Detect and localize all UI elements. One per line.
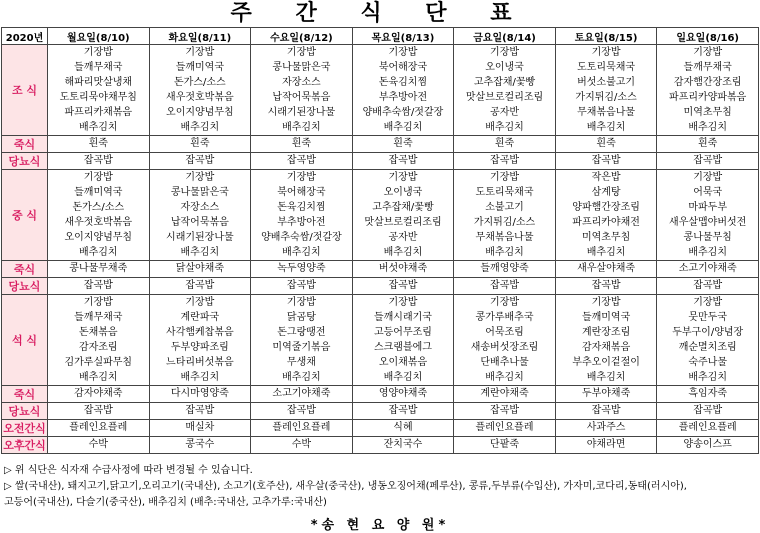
menu-cell xyxy=(149,386,251,403)
meal-row xyxy=(2,153,759,170)
menu-cell xyxy=(251,403,353,420)
menu-item: 새송버섯장조림 xyxy=(470,342,539,353)
menu-item: 기장밥 xyxy=(591,47,621,58)
menu-item: 매실차 xyxy=(185,422,215,433)
menu-item: 소고기야채죽 xyxy=(678,263,737,274)
note-line: 고등어(국내산), 다슬기(중국산), 배추김치 (배추:국내산, 고추가루:국내산) xyxy=(4,497,327,508)
menu-item: 흰죽 xyxy=(596,138,616,149)
menu-item: 플레인요플레 xyxy=(475,422,534,433)
menu-cell xyxy=(657,170,759,261)
menu-item: 잡곡밥 xyxy=(388,280,418,291)
menu-item: 잡곡밥 xyxy=(286,155,316,166)
meal-label: 당뇨식 xyxy=(2,403,48,420)
meal-row xyxy=(2,261,759,278)
menu-item: 흰죽 xyxy=(190,138,210,149)
menu-item: 배추김치 xyxy=(688,122,727,133)
menu-cell xyxy=(454,278,556,295)
menu-item: 닭살야채죽 xyxy=(175,263,224,274)
menu-item: 기장밥 xyxy=(388,297,418,308)
menu-item: 단배추나물 xyxy=(480,357,529,368)
menu-item: 돈가스/소스 xyxy=(174,77,226,88)
menu-cell xyxy=(251,386,353,403)
menu-item: 양배추숙쌈/젓갈장 xyxy=(261,232,342,243)
day-header: 수요일(8/12) xyxy=(251,28,353,45)
menu-cell xyxy=(149,153,251,170)
menu-cell xyxy=(454,403,556,420)
meal-row xyxy=(2,403,759,420)
menu-item: 북어해장국 xyxy=(378,62,428,73)
menu-item: 공자반 xyxy=(388,232,418,243)
menu-cell xyxy=(149,45,251,136)
menu-item: 배추김치 xyxy=(383,122,423,133)
menu-item: 흰죽 xyxy=(494,138,515,149)
weekly-menu-table xyxy=(1,27,759,454)
day-header: 목요일(8/13) xyxy=(352,28,454,45)
menu-cell xyxy=(555,386,657,403)
menu-cell xyxy=(149,136,251,153)
meal-label: 오전간식 xyxy=(2,420,48,437)
menu-item: 흰죽 xyxy=(88,138,108,149)
menu-cell xyxy=(657,153,759,170)
menu-item: 두부구이/양념장 xyxy=(672,327,744,338)
menu-cell xyxy=(454,153,556,170)
menu-item: 배추김치 xyxy=(180,247,220,258)
menu-cell xyxy=(555,420,657,437)
menu-cell xyxy=(352,261,454,278)
menu-item: 잡곡밥 xyxy=(388,155,418,166)
menu-cell xyxy=(149,403,251,420)
menu-item: 배추김치 xyxy=(586,247,626,258)
menu-item: 들깨미역국 xyxy=(175,62,224,73)
menu-item: 기장밥 xyxy=(185,172,215,183)
menu-item: 느타리버섯볶음 xyxy=(166,357,234,368)
menu-cell xyxy=(251,261,353,278)
menu-item: 미역초무침 xyxy=(581,232,631,243)
meal-row xyxy=(2,278,759,295)
menu-item: 배추김치 xyxy=(180,372,220,383)
menu-item: 배추김치 xyxy=(282,372,321,383)
menu-item: 기장밥 xyxy=(286,172,316,183)
menu-item: 깨순멸치조림 xyxy=(678,342,737,353)
menu-item: 부추오이겉절이 xyxy=(572,357,640,368)
menu-item: 흰죽 xyxy=(698,138,718,149)
menu-cell xyxy=(657,403,759,420)
menu-item: 오이냉국 xyxy=(485,62,524,73)
menu-item: 수박 xyxy=(88,439,108,450)
menu-item: 두부야채죽 xyxy=(581,388,631,399)
menu-item: 계란장조림 xyxy=(581,327,631,338)
menu-item: 다시마영양죽 xyxy=(170,388,229,399)
menu-cell xyxy=(352,295,454,386)
menu-cell xyxy=(251,437,353,454)
menu-item: 배추김치 xyxy=(688,372,727,383)
menu-item: 김가루실파무침 xyxy=(64,357,133,368)
menu-cell xyxy=(352,437,454,454)
menu-item: 배추김치 xyxy=(78,122,118,133)
menu-cell xyxy=(352,136,454,153)
menu-item: 어묵조림 xyxy=(485,327,524,338)
menu-item: 돈채볶음 xyxy=(78,327,118,338)
menu-cell xyxy=(48,136,150,153)
menu-cell xyxy=(48,45,150,136)
menu-item: 기장밥 xyxy=(693,172,723,183)
meal-row xyxy=(2,437,759,454)
menu-item: 들깨무채국 xyxy=(74,312,123,323)
menu-item: 납작어묵볶음 xyxy=(170,217,229,228)
menu-item: 기장밥 xyxy=(185,297,215,308)
menu-item: 무생채 xyxy=(286,357,316,368)
menu-cell xyxy=(352,153,454,170)
menu-item: 잡곡밥 xyxy=(286,280,316,291)
menu-item: 미역줄기볶음 xyxy=(272,342,331,353)
menu-item: 잡곡밥 xyxy=(490,405,520,416)
menu-item: 수박 xyxy=(291,439,312,450)
menu-cell xyxy=(657,45,759,136)
menu-item: 잡곡밥 xyxy=(83,280,113,291)
menu-item: 파프리카채볶음 xyxy=(64,107,133,118)
menu-cell xyxy=(48,295,150,386)
menu-item: 배추김치 xyxy=(78,247,118,258)
menu-item: 무채볶음나물 xyxy=(475,232,534,243)
meal-label: 석 식 xyxy=(2,295,48,386)
menu-item: 잡곡밥 xyxy=(693,155,723,166)
menu-cell xyxy=(251,45,353,136)
menu-item: 기장밥 xyxy=(83,297,113,308)
menu-item: 북어해장국 xyxy=(277,187,326,198)
menu-item: 흰죽 xyxy=(291,138,312,149)
menu-item: 새우젓호박볶음 xyxy=(166,92,234,103)
menu-item: 맛살브로컬리조림 xyxy=(364,217,442,228)
menu-item: 맛살브로컬리조림 xyxy=(465,92,544,103)
menu-item: 잡곡밥 xyxy=(185,405,215,416)
menu-item: 감자채볶음 xyxy=(581,342,631,353)
menu-item: 콩나물무채죽 xyxy=(69,263,128,274)
menu-item: 기장밥 xyxy=(83,172,113,183)
menu-item: 배추김치 xyxy=(383,247,423,258)
menu-cell xyxy=(555,403,657,420)
day-header: 토요일(8/15) xyxy=(555,28,657,45)
menu-item: 콩나물맑은국 xyxy=(272,62,331,73)
menu-cell xyxy=(454,261,556,278)
menu-item: 기장밥 xyxy=(490,297,520,308)
meal-row xyxy=(2,45,759,136)
menu-item: 버섯소불고기 xyxy=(577,77,636,88)
menu-cell xyxy=(555,45,657,136)
menu-item: 들깨무채국 xyxy=(74,62,123,73)
menu-cell xyxy=(251,136,353,153)
menu-cell xyxy=(657,278,759,295)
menu-cell xyxy=(251,420,353,437)
menu-item: 자장소스 xyxy=(282,77,321,88)
menu-item: 스크램블에그 xyxy=(373,342,432,353)
menu-item: 소고기야채죽 xyxy=(272,388,331,399)
menu-item: 영양야채죽 xyxy=(378,388,428,399)
menu-cell xyxy=(454,136,556,153)
menu-item: 감자조림 xyxy=(78,342,118,353)
meal-label: 당뇨식 xyxy=(2,278,48,295)
menu-cell xyxy=(251,170,353,261)
menu-item: 마파두부 xyxy=(688,202,727,213)
meal-row xyxy=(2,136,759,153)
menu-cell xyxy=(555,278,657,295)
menu-item: 들깨미역국 xyxy=(581,312,631,323)
menu-item: 고등어무조림 xyxy=(373,327,432,338)
menu-cell xyxy=(149,261,251,278)
menu-item: 새우젓호박볶음 xyxy=(64,217,133,228)
menu-item: 무채볶음나물 xyxy=(577,107,636,118)
menu-cell xyxy=(149,420,251,437)
menu-cell xyxy=(352,403,454,420)
menu-item: 도토리묵야채무침 xyxy=(59,92,137,103)
facility-name: *송 현 요 양 원* xyxy=(310,518,450,533)
day-header: 일요일(8/16) xyxy=(657,28,759,45)
menu-cell xyxy=(454,437,556,454)
menu-item: 작은밥 xyxy=(591,172,621,183)
menu-item: 기장밥 xyxy=(490,47,520,58)
menu-item: 배추김치 xyxy=(485,372,524,383)
menu-item: 계란파국 xyxy=(180,312,220,323)
menu-item: 배추김치 xyxy=(78,372,118,383)
menu-cell xyxy=(48,386,150,403)
menu-item: 기장밥 xyxy=(286,47,316,58)
menu-item: 플레인요플레 xyxy=(678,422,737,433)
menu-cell xyxy=(657,386,759,403)
menu-item: 잡곡밥 xyxy=(286,405,316,416)
menu-item: 잡곡밥 xyxy=(185,155,215,166)
menu-cell xyxy=(454,386,556,403)
meal-label: 죽식 xyxy=(2,136,48,153)
menu-cell xyxy=(555,261,657,278)
menu-cell xyxy=(555,295,657,386)
menu-item: 자장소스 xyxy=(180,202,220,213)
menu-item: 납작어묵볶음 xyxy=(272,92,331,103)
menu-item: 사각햄케찹볶음 xyxy=(166,327,234,338)
meal-row xyxy=(2,295,759,386)
meal-row xyxy=(2,420,759,437)
menu-item: 들깨무채국 xyxy=(683,62,732,73)
menu-item: 양송이스프 xyxy=(683,439,732,450)
menu-item: 배추김치 xyxy=(688,247,727,258)
menu-item: 콩국수 xyxy=(185,439,215,450)
menu-item: 야채라면 xyxy=(586,439,626,450)
menu-item: 들깨영양죽 xyxy=(480,263,529,274)
menu-cell xyxy=(48,278,150,295)
menu-item: 플레인요플레 xyxy=(69,422,128,433)
menu-item: 잡곡밥 xyxy=(185,280,215,291)
meal-row xyxy=(2,170,759,261)
menu-item: 미역초무침 xyxy=(683,107,732,118)
menu-item: 어묵국 xyxy=(693,187,723,198)
meal-label: 조 식 xyxy=(2,45,48,136)
menu-cell xyxy=(48,437,150,454)
menu-item: 삼계탕 xyxy=(591,187,621,198)
menu-cell xyxy=(555,153,657,170)
menu-cell xyxy=(48,170,150,261)
menu-item: 돈육김치찜 xyxy=(277,202,326,213)
menu-cell xyxy=(454,295,556,386)
menu-item: 오이지양념무침 xyxy=(166,107,234,118)
menu-item: 감자햄간장조림 xyxy=(673,77,742,88)
menu-cell xyxy=(454,420,556,437)
menu-item: 잡곡밥 xyxy=(591,280,621,291)
menu-item: 숙주나물 xyxy=(688,357,727,368)
meal-label: 죽식 xyxy=(2,261,48,278)
menu-item: 시래기된장나물 xyxy=(166,232,234,243)
menu-item: 시래기된장나물 xyxy=(267,107,336,118)
menu-item: 잡곡밥 xyxy=(490,280,520,291)
menu-item: 소불고기 xyxy=(485,202,524,213)
menu-cell xyxy=(149,170,251,261)
menu-item: 플레인요플레 xyxy=(272,422,331,433)
menu-cell xyxy=(149,278,251,295)
menu-item: 잡곡밥 xyxy=(83,155,113,166)
menu-item: 오이채볶음 xyxy=(378,357,428,368)
menu-item: 양파햄간장조림 xyxy=(572,202,640,213)
menu-item: 고추잡채/꽃빵 xyxy=(372,202,434,213)
menu-item: 양배추숙쌈/젓갈장 xyxy=(362,107,444,118)
notes xyxy=(4,463,756,511)
menu-cell xyxy=(352,386,454,403)
day-header: 금요일(8/14) xyxy=(454,28,556,45)
menu-cell xyxy=(352,420,454,437)
menu-item: 파프리카양파볶음 xyxy=(669,92,747,103)
menu-cell xyxy=(251,278,353,295)
menu-item: 들깨미역국 xyxy=(74,187,123,198)
menu-cell xyxy=(454,170,556,261)
menu-item: 기장밥 xyxy=(185,47,215,58)
menu-cell xyxy=(352,278,454,295)
menu-item: 잡곡밥 xyxy=(388,405,418,416)
menu-item: 흰죽 xyxy=(393,138,413,149)
menu-item: 부추방아전 xyxy=(277,217,326,228)
meal-label: 오후간식 xyxy=(2,437,48,454)
menu-item: 잡곡밥 xyxy=(490,155,520,166)
menu-item: 해파리맛살냉채 xyxy=(64,77,133,88)
menu-item: 녹두영양죽 xyxy=(277,263,326,274)
menu-item: 고추잡채/꽃빵 xyxy=(473,77,536,88)
menu-cell xyxy=(251,295,353,386)
menu-item: 기장밥 xyxy=(591,297,621,308)
menu-item: 잡곡밥 xyxy=(693,280,723,291)
page-title: 주 간 식 단 표 xyxy=(230,1,530,26)
header-row xyxy=(2,28,759,45)
menu-item: 기장밥 xyxy=(693,47,723,58)
menu-item: 닭곰탕 xyxy=(286,312,316,323)
menu-item: 배추김치 xyxy=(586,372,626,383)
menu-item: 돈그랑땡전 xyxy=(277,327,326,338)
menu-item: 배추김치 xyxy=(383,372,423,383)
menu-item: 두부양파조림 xyxy=(170,342,229,353)
menu-item: 파프리카야채전 xyxy=(572,217,640,228)
menu-cell xyxy=(657,295,759,386)
menu-cell xyxy=(48,403,150,420)
menu-cell xyxy=(555,170,657,261)
meal-row xyxy=(2,386,759,403)
menu-item: 콩나물무침 xyxy=(683,232,732,243)
note-line: ▷ 위 식단은 식자재 수급사정에 따라 변경될 수 있습니다. xyxy=(4,465,253,476)
menu-item: 오이냉국 xyxy=(383,187,423,198)
menu-item: 새우살맵야버섯전 xyxy=(669,217,747,228)
menu-item: 버섯야채죽 xyxy=(378,263,428,274)
menu-item: 배추김치 xyxy=(282,247,321,258)
menu-item: 배추김치 xyxy=(586,122,626,133)
menu-item: 돈가스/소스 xyxy=(72,202,125,213)
day-header: 화요일(8/11) xyxy=(149,28,251,45)
menu-cell xyxy=(149,437,251,454)
menu-cell xyxy=(352,170,454,261)
menu-cell xyxy=(251,153,353,170)
menu-item: 공자반 xyxy=(490,107,520,118)
menu-item: 기장밥 xyxy=(693,297,723,308)
menu-item: 배추김치 xyxy=(485,122,524,133)
menu-item: 뭇만두국 xyxy=(688,312,727,323)
menu-cell xyxy=(657,136,759,153)
note-line: ▷ 쌀(국내산), 돼지고기,닭고기,오리고기(국내산), 소고기(호주산), 새우살(중국산), 냉동오징어채(페루산), 콩류,두부류(수입산), 가자미,코다리,동태(러시아), xyxy=(4,481,687,492)
menu-item: 배추김치 xyxy=(282,122,321,133)
meal-label: 중 식 xyxy=(2,170,48,261)
menu-item: 식혜 xyxy=(393,422,413,433)
menu-item: 콩가루배추국 xyxy=(475,312,534,323)
menu-item: 가지튀김/소스 xyxy=(473,217,536,228)
menu-item: 기장밥 xyxy=(490,172,520,183)
menu-cell xyxy=(48,420,150,437)
menu-item: 가지튀김/소스 xyxy=(575,92,637,103)
menu-item: 새우살야채죽 xyxy=(577,263,636,274)
menu-item: 잡곡밥 xyxy=(693,405,723,416)
year-label: 2020년 xyxy=(2,28,48,45)
menu-item: 잔치국수 xyxy=(383,439,423,450)
menu-item: 배추김치 xyxy=(485,247,524,258)
menu-cell xyxy=(454,45,556,136)
menu-item: 사과주스 xyxy=(586,422,626,433)
day-header: 월요일(8/10) xyxy=(48,28,150,45)
menu-item: 도토리묵채국 xyxy=(475,187,534,198)
menu-cell xyxy=(352,45,454,136)
menu-item: 배추김치 xyxy=(180,122,220,133)
menu-item: 오이지양념무침 xyxy=(64,232,133,243)
menu-cell xyxy=(555,136,657,153)
meal-label: 당뇨식 xyxy=(2,153,48,170)
menu-cell xyxy=(657,261,759,278)
menu-cell xyxy=(149,295,251,386)
menu-cell xyxy=(48,153,150,170)
menu-item: 기장밥 xyxy=(388,47,418,58)
menu-item: 들깨시래기국 xyxy=(373,312,432,323)
menu-item: 잡곡밥 xyxy=(591,405,621,416)
menu-item: 단팥죽 xyxy=(490,439,520,450)
menu-cell xyxy=(657,420,759,437)
menu-item: 계란야채죽 xyxy=(480,388,529,399)
menu-item: 잡곡밥 xyxy=(591,155,621,166)
menu-cell xyxy=(555,437,657,454)
menu-item: 기장밥 xyxy=(388,172,418,183)
menu-item: 기장밥 xyxy=(286,297,316,308)
menu-cell xyxy=(657,437,759,454)
meal-label: 죽식 xyxy=(2,386,48,403)
menu-item: 돈육김치찜 xyxy=(378,77,428,88)
menu-item: 부추방아전 xyxy=(378,92,428,103)
menu-item: 기장밥 xyxy=(83,47,113,58)
menu-item: 흑임자죽 xyxy=(688,388,727,399)
menu-item: 감자야채죽 xyxy=(74,388,123,399)
menu-item: 콩나물맑은국 xyxy=(170,187,229,198)
menu-item: 도토리묵채국 xyxy=(577,62,636,73)
menu-cell xyxy=(48,261,150,278)
menu-item: 잡곡밥 xyxy=(83,405,113,416)
